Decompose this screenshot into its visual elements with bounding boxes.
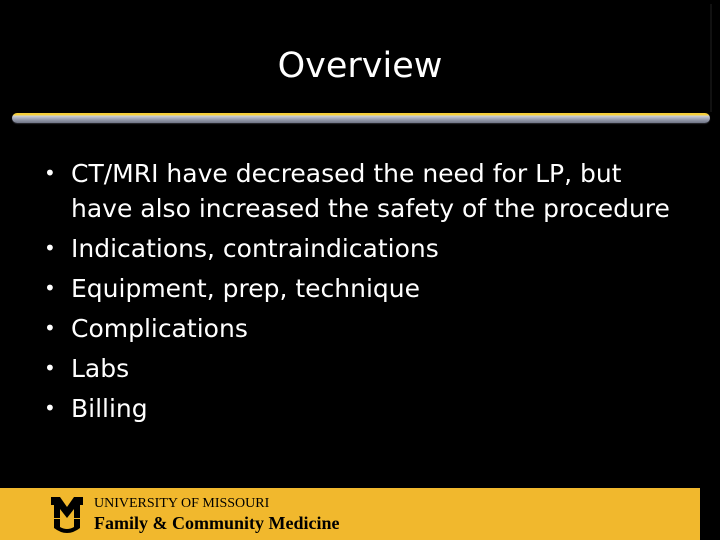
footer-edge: [700, 488, 720, 540]
bullet-item: [44, 231, 684, 266]
bullet-icon: •: [44, 276, 56, 300]
footer-banner: [0, 488, 720, 540]
bullet-text: CT/MRI have decreased the need for LP, but have also increased the safety of the procedure: [71, 159, 670, 223]
bullet-text: Complications: [71, 314, 248, 343]
university-name: UNIVERSITY OF MISSOURI: [94, 496, 270, 511]
bullet-icon: •: [44, 356, 56, 380]
title-divider: [12, 113, 710, 123]
bullet-item: [44, 271, 684, 306]
bullet-icon: •: [44, 236, 56, 260]
bullet-item: [44, 391, 684, 426]
slide-title: Overview: [277, 46, 443, 86]
bullet-icon: •: [44, 161, 56, 185]
bullet-text: Labs: [71, 354, 130, 383]
bullet-icon: •: [44, 316, 56, 340]
bullet-text: Indications, contraindications: [71, 234, 439, 263]
bullet-item: [44, 156, 684, 226]
department-name: Family & Community Medicine: [94, 513, 340, 533]
mizzou-mu-logo-icon: [50, 496, 84, 534]
bullet-text: Billing: [71, 394, 148, 423]
bullet-text: Equipment, prep, technique: [71, 274, 420, 303]
bullet-item: [44, 351, 684, 386]
bullet-icon: •: [44, 396, 56, 420]
bullet-item: [44, 311, 684, 346]
bullet-list: [44, 156, 684, 431]
